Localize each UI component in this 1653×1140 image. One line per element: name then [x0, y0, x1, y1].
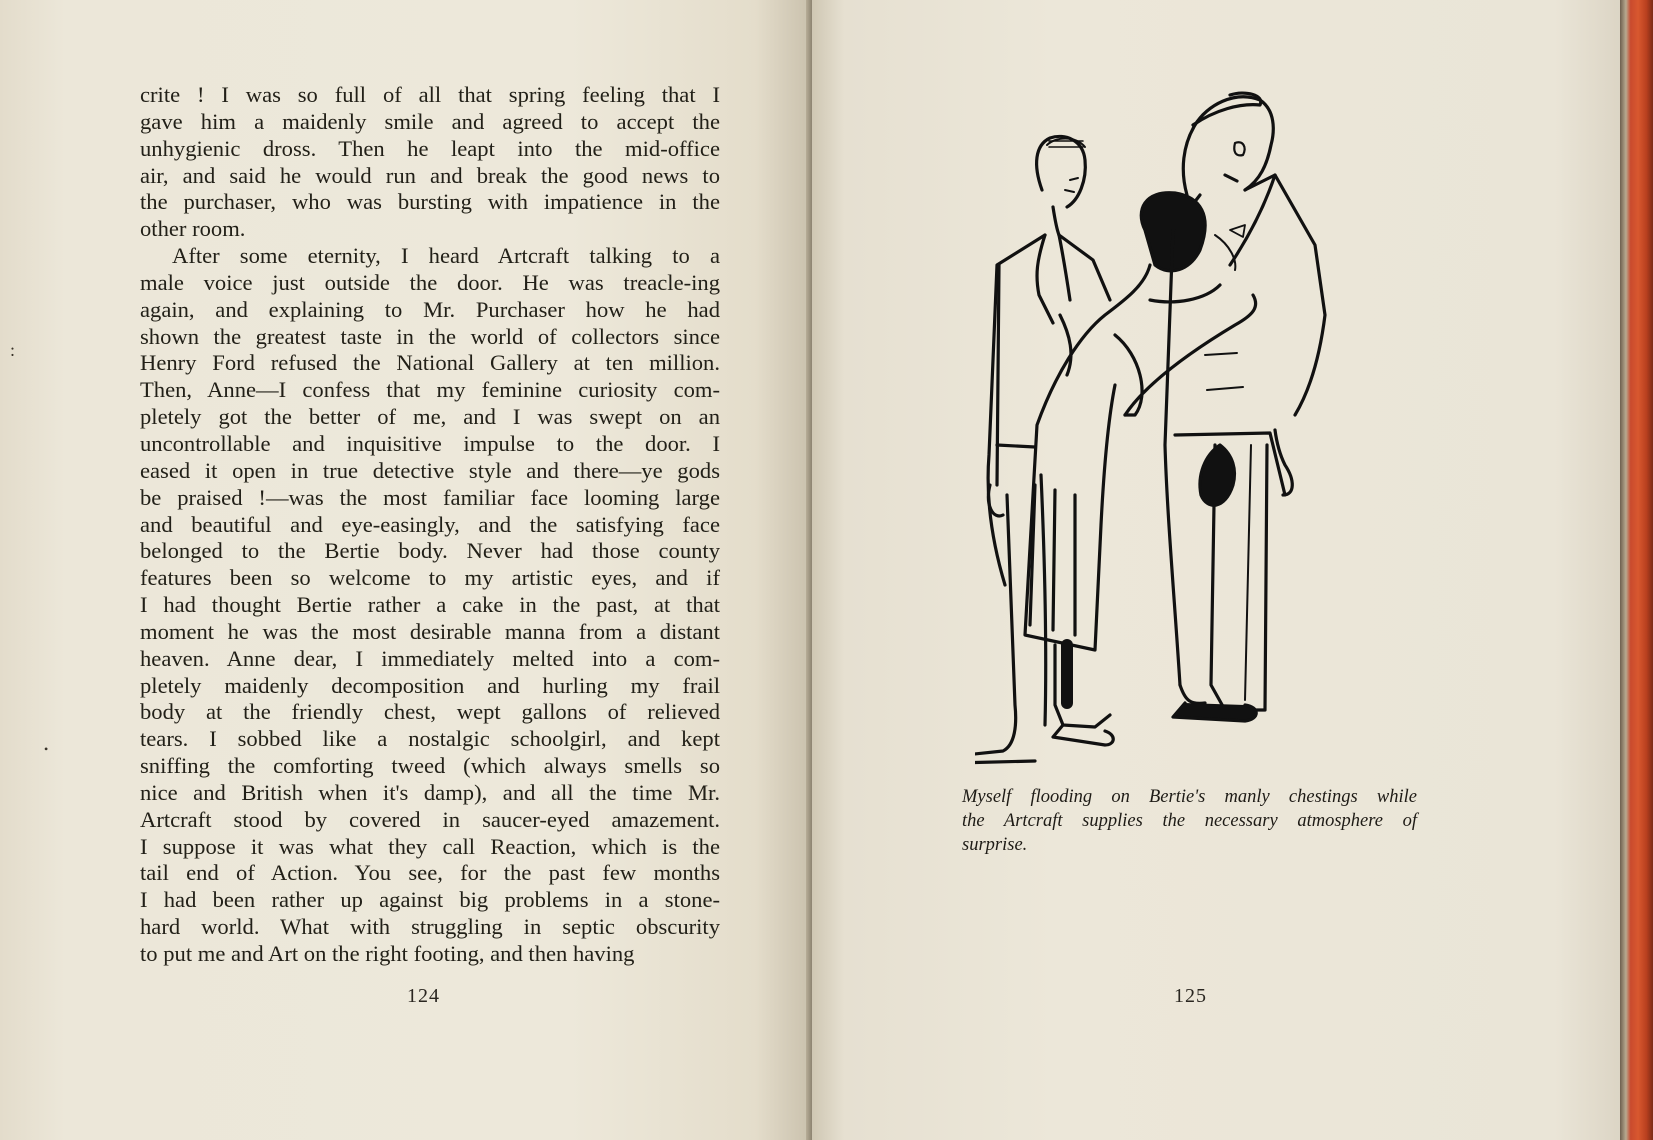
text-line: pletely got the better of me, and I was swept on an [140, 404, 720, 430]
text-line: heaven. Anne dear, I immediately melted into a com- [140, 645, 720, 671]
text-line: hard world. What with struggling in septic obscurity [140, 914, 720, 940]
text-line: I had been rather up against big problems in a stone- [140, 887, 720, 913]
text-line: unhygienic dross. Then he leapt into the mid-office [140, 135, 720, 161]
page-speck: • [44, 742, 49, 756]
text-line: to put me and Art on the right footing, and then having [140, 941, 635, 966]
text-line: Artcraft stood by covered in saucer-eyed amazement. [140, 806, 720, 832]
text-line: male voice just outside the door. He was treacle-ing [140, 269, 720, 295]
text-line: and beautiful and eye-easingly, and the satisfying face [140, 511, 720, 537]
text-line: tears. I sobbed like a nostalgic schoolgirl, and kept [140, 726, 720, 752]
page-number-left: 124 [407, 985, 440, 1007]
text-line: moment he was the most desirable manna from a distant [140, 618, 720, 644]
text-line: I suppose it was what they call Reaction, which is the [140, 833, 720, 859]
bertie-figure [1165, 93, 1325, 721]
text-line: gave him a maidenly smile and agreed to accept the [140, 108, 720, 134]
text-line: Henry Ford refused the National Gallery at ten million. [140, 350, 720, 376]
artcraft-figure [975, 136, 1110, 763]
text-line: After some eternity, I heard Artcraft talking to a [172, 243, 720, 269]
text-line: again, and explaining to Mr. Purchaser how he had [140, 296, 720, 322]
text-line: tail end of Action. You see, for the past few months [140, 860, 720, 886]
text-line: other room. [140, 216, 246, 242]
caption-line: surprise. [962, 835, 1028, 855]
text-line: nice and British when it's damp), and all the time Mr. [140, 779, 720, 805]
text-line: belonged to the Bertie body. Never had those county [140, 538, 720, 564]
body-text [140, 82, 720, 968]
caption-line: the Artcraft supplies the necessary atmosphere of [962, 811, 1417, 831]
text-line: body at the friendly chest, wept gallons of relieved [140, 699, 720, 725]
text-line: Then, Anne—I confess that my feminine curiosity com- [140, 377, 720, 403]
text-line: shown the greatest taste in the world of collectors since [140, 323, 720, 349]
text-line: crite ! I was so full of all that spring feeling that I [140, 82, 720, 107]
page-number-right: 125 [1174, 985, 1207, 1007]
book-cover-edge [1620, 0, 1653, 1140]
page-speck: : [10, 340, 16, 360]
text-line: eased it open in true detective style and there—ye gods [140, 457, 720, 483]
left-page [0, 0, 812, 1140]
text-line: air, and said he would run and break the good news to [140, 162, 720, 188]
text-line: be praised !—was the most familiar face looming large [140, 484, 720, 510]
caption-line: Myself flooding on Bertie's manly chestings while [962, 787, 1417, 807]
cartoon-illustration [975, 85, 1415, 775]
illustration-caption [962, 785, 1417, 857]
text-line: the purchaser, who was bursting with impatience in the [140, 189, 720, 215]
text-line: pletely maidenly decomposition and hurling my frail [140, 672, 720, 698]
text-line: sniffing the comforting tweed (which always smells so [140, 753, 720, 779]
text-line: I had thought Bertie rather a cake in the past, at that [140, 592, 720, 618]
text-line: features been so welcome to my artistic eyes, and if [140, 565, 720, 591]
text-line: uncontrollable and inquisitive impulse to the door. I [140, 430, 720, 456]
